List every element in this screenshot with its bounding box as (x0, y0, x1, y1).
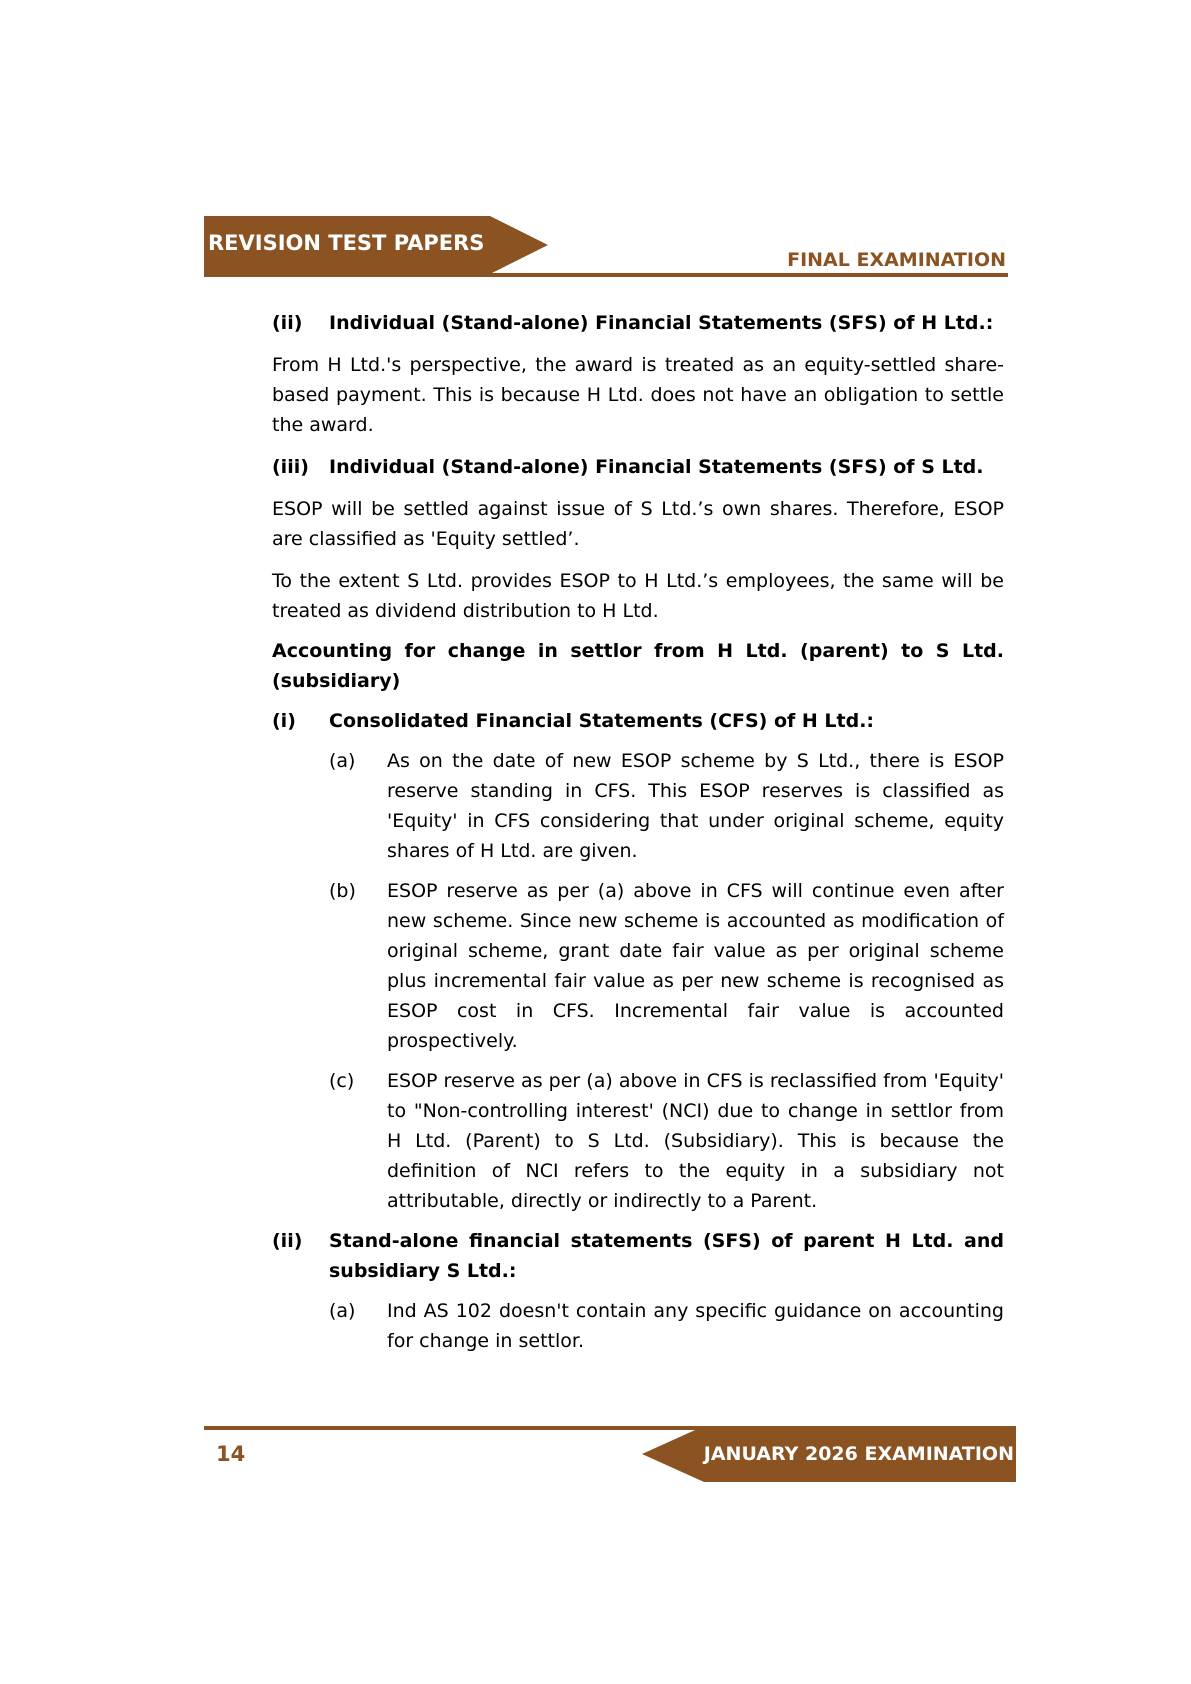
section-ii-standalone (272, 1226, 1004, 1286)
section-heading: Individual (Stand-alone) Financial Statements (SFS) of H Ltd.: (329, 312, 994, 334)
header-exam-label: FINAL EXAMINATION (787, 249, 1006, 271)
list-item-label: (c) (329, 1070, 355, 1092)
list-item (329, 1296, 1004, 1356)
section-number: (i) (272, 710, 296, 732)
section-number: (iii) (272, 456, 309, 478)
list-item-text: As on the date of new ESOP scheme by S Ltd., there is ESOP reserve standing in CFS. This ESOP reserves is classified as 'Equity' in CFS considering that under original scheme, equity shares of H Ltd. are given. (387, 750, 1004, 862)
section-heading: Consolidated Financial Statements (CFS) of H Ltd.: (329, 710, 875, 732)
section-ii-sfs-h (272, 308, 1004, 338)
section-iii-sfs-s (272, 452, 1004, 482)
section-heading: Individual (Stand-alone) Financial Statements (SFS) of S Ltd. (329, 456, 984, 478)
list-item (329, 1066, 1004, 1216)
header-title: REVISION TEST PAPERS (208, 231, 485, 255)
footer-exam-label: JANUARY 2026 EXAMINATION (703, 1443, 1014, 1465)
paragraph: From H Ltd.'s perspective, the award is treated as an equity-settled share-based payment. This is because H Ltd. does not have an obligation to settle the award. (272, 354, 1004, 436)
list-item-label: (a) (329, 750, 356, 772)
page-number: 14 (216, 1442, 246, 1466)
section-i-cfs (272, 706, 1004, 736)
main-section-heading: Accounting for change in settlor from H Ltd. (parent) to S Ltd. (subsidiary) (272, 640, 1004, 692)
section-number: (ii) (272, 1230, 303, 1252)
paragraph: To the extent S Ltd. provides ESOP to H Ltd.’s employees, the same will be treated as dividend distribution to H Ltd. (272, 570, 1004, 622)
list-item-label: (a) (329, 1300, 356, 1322)
list-item (329, 876, 1004, 1056)
page-body (272, 308, 1004, 1356)
list-item-label: (b) (329, 880, 356, 902)
section-heading: Stand-alone financial statements (SFS) of parent H Ltd. and subsidiary S Ltd.: (329, 1230, 1004, 1282)
list-item (329, 746, 1004, 866)
list-item-text: ESOP reserve as per (a) above in CFS will continue even after new scheme. Since new scheme is accounted as modification of original scheme, grant date fair value as per original scheme plus incremental fair value as per new scheme is recognised as ESOP cost in CFS. Incremental fair value is accounted prospectively. (387, 880, 1004, 1052)
section-number: (ii) (272, 312, 303, 334)
paragraph: ESOP will be settled against issue of S Ltd.’s own shares. Therefore, ESOP are classified as 'Equity settled’. (272, 498, 1004, 550)
list-item-text: Ind AS 102 doesn't contain any specific guidance on accounting for change in settlor. (387, 1300, 1004, 1352)
list-item-text: ESOP reserve as per (a) above in CFS is reclassified from 'Equity' to "Non-controlling interest' (NCI) due to change in settlor from H Ltd. (Parent) to S Ltd. (Subsidiary). This is because the definition of NCI refers to the equity in a subsidiary not attributable, directly or indirectly to a Parent. (387, 1070, 1004, 1212)
header-rule (204, 273, 1008, 277)
